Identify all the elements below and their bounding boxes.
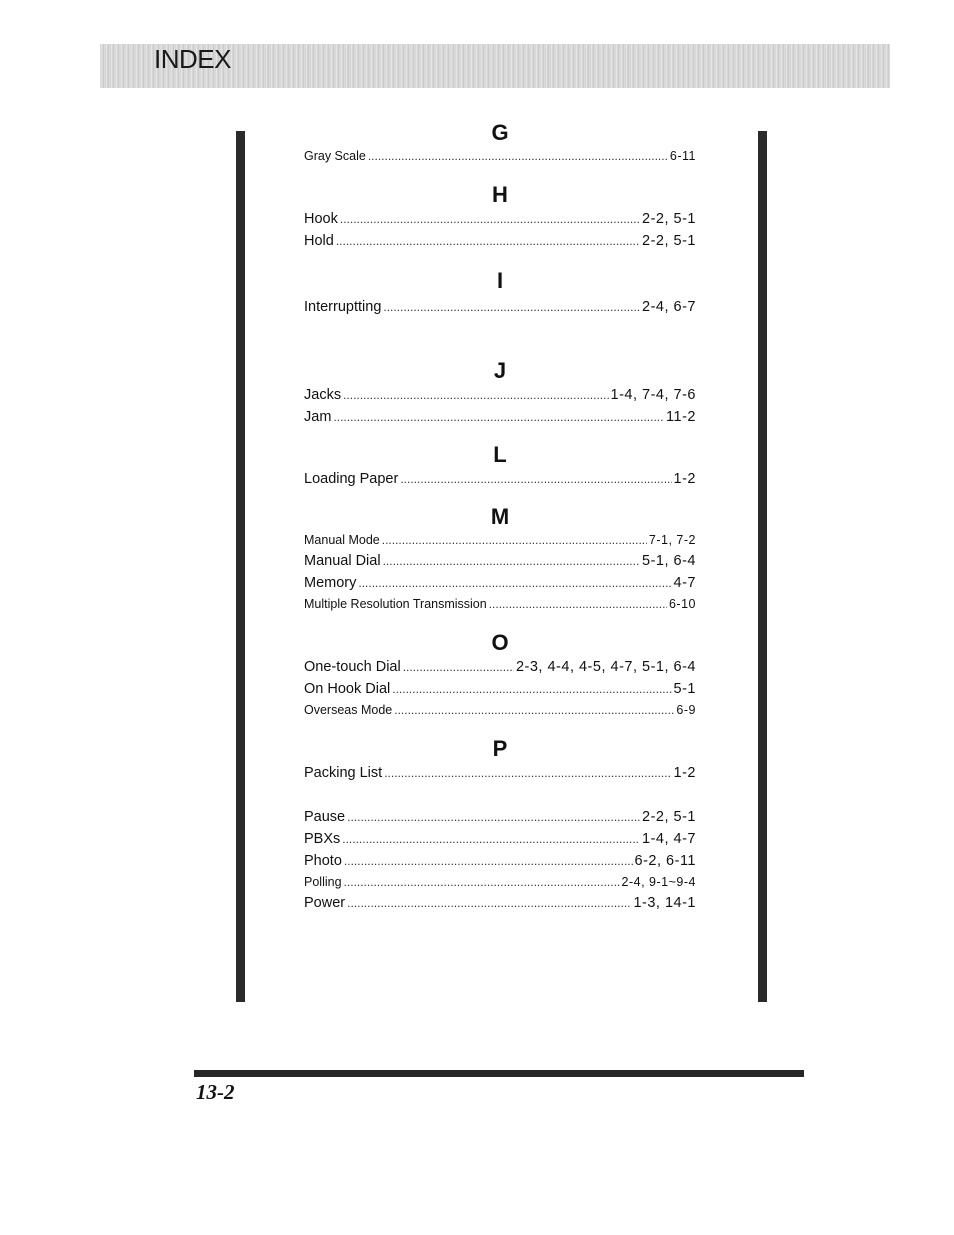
entry-term: Power	[304, 895, 346, 911]
entry-term: Overseas Mode	[304, 703, 393, 717]
section-letter-h: H	[492, 182, 508, 207]
entry-pages: 6-10	[668, 597, 696, 611]
entry-term: Hold	[304, 233, 334, 249]
entry-term: Pause	[304, 809, 346, 825]
entry-pages: 1-3, 14-1	[633, 895, 696, 911]
section-letter-m: M	[490, 504, 510, 529]
entry-term: Manual Dial	[304, 553, 381, 569]
index-entry	[304, 700, 696, 720]
entry-term: Interruptting	[304, 299, 382, 315]
index-entry	[304, 656, 696, 678]
entry-term: Photo	[304, 853, 342, 869]
entry-term: Jacks	[304, 387, 342, 403]
index-entry	[304, 146, 696, 166]
index-entry	[304, 572, 696, 594]
entry-term: Loading Paper	[304, 471, 399, 487]
index-entry	[304, 892, 696, 914]
index-entry	[304, 384, 696, 406]
index-entry	[304, 762, 696, 784]
entry-term: Hook	[304, 211, 338, 227]
entry-pages: 2-4, 6-7	[642, 299, 696, 315]
entry-term: Manual Mode	[304, 533, 380, 547]
entry-term: PBXs	[304, 831, 341, 847]
entry-pages: 1-2	[673, 471, 696, 487]
entry-pages: 1-4, 7-4, 7-6	[610, 387, 696, 403]
section-letter-p: P	[492, 736, 508, 761]
section-letter-g: G	[491, 120, 509, 145]
entry-pages: 11-2	[666, 409, 696, 425]
entry-pages: 4-7	[673, 575, 696, 591]
index-entry	[304, 550, 696, 572]
index-entry	[304, 850, 696, 872]
entry-pages: 6-9	[676, 703, 696, 717]
index-entry	[304, 806, 696, 828]
footer-rule	[194, 1070, 804, 1077]
index-entry	[304, 468, 696, 490]
index-entry	[304, 872, 696, 892]
entry-pages: 1-4, 4-7	[642, 831, 696, 847]
index-entry	[304, 208, 696, 230]
entry-pages: 6-11	[669, 149, 696, 163]
section-letter-o: O	[491, 630, 509, 655]
entry-pages: 2-3, 4-4, 4-5, 4-7, 5-1, 6-4	[515, 659, 696, 675]
entry-pages: 2-4, 9-1~9-4	[621, 875, 696, 889]
entry-term: Polling	[304, 875, 342, 889]
entry-pages: 6-2, 6-11	[634, 853, 696, 869]
section-letter-j: J	[493, 358, 507, 383]
index-entry	[304, 230, 696, 252]
entry-pages: 2-2, 5-1	[642, 809, 696, 825]
entry-term: One-touch Dial	[304, 659, 401, 675]
entry-pages: 1-2	[673, 765, 696, 781]
index-entry	[304, 678, 696, 700]
entry-pages: 5-1, 6-4	[642, 553, 696, 569]
entry-pages: 2-2, 5-1	[642, 211, 696, 227]
left-margin-bar	[236, 131, 245, 1002]
right-margin-bar	[758, 131, 767, 1002]
index-entry	[304, 828, 696, 850]
entry-term: Packing List	[304, 765, 383, 781]
entry-term: On Hook Dial	[304, 681, 391, 697]
page-title: INDEX	[154, 44, 231, 74]
section-letter-i: I	[496, 268, 504, 293]
index-entry	[304, 406, 696, 428]
entry-term: Gray Scale	[304, 149, 366, 163]
entry-term: Multiple Resolution Transmission	[304, 597, 487, 611]
entry-term: Jam	[304, 409, 332, 425]
entry-pages: 2-2, 5-1	[642, 233, 696, 249]
entry-pages: 5-1	[673, 681, 696, 697]
section-letter-l: L	[493, 442, 507, 467]
index-column	[304, 120, 696, 914]
page-number: 13-2	[196, 1080, 235, 1104]
index-entry	[304, 594, 696, 614]
entry-term: Memory	[304, 575, 357, 591]
entry-pages: 7-1, 7-2	[648, 533, 696, 547]
index-entry	[304, 296, 696, 318]
index-entry	[304, 530, 696, 550]
